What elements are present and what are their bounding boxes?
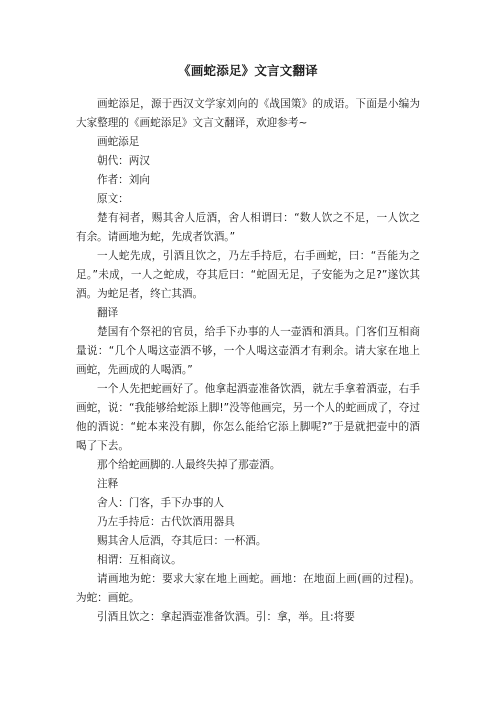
note-item: 请画地为蛇：要求大家在地上画蛇。画地：在地面上画(画的过程)。为蛇：画蛇。 xyxy=(76,573,420,604)
translation-paragraph-2: 一个人先把蛇画好了。他拿起酒壶准备饮酒，就左手拿着酒壶，右手画蛇，说：“我能够给蛇添上脚!”没等他画完，另一个人的蛇画成了，夺过他的酒说：“蛇本来没有脚，你怎么能给它添上脚呢?”于是就把壶中的酒喝了下去。 xyxy=(76,383,420,452)
note-item: 乃左手持卮：古代饮酒用器具 xyxy=(97,516,235,528)
translation-heading: 翻译 xyxy=(97,307,119,319)
text-title-line: 画蛇添足 xyxy=(97,136,140,148)
original-paragraph-1: 楚有祠者，赐其舍人卮酒，舍人相谓曰：“数人饮之不足，一人饮之有余。请画地为蛇，先成者饮酒。” xyxy=(76,212,420,243)
note-item: 引酒且饮之：拿起酒壶准备饮酒。引：拿，举。且:将要 xyxy=(97,611,355,623)
original-paragraph-2: 一人蛇先成，引酒且饮之，乃左手持卮，右手画蛇，曰：“吾能为之足。”未成，一人之蛇成，夺其卮曰：“蛇固无足，子安能为之足?”遂饮其酒。为蛇足者，终亡其酒。 xyxy=(76,250,420,300)
original-heading: 原文： xyxy=(97,193,129,205)
document-title: 《画蛇添足》文言文翻译 xyxy=(178,63,318,78)
document-body xyxy=(76,95,420,627)
translation-paragraph-3: 那个给蛇画脚的.人最终失掉了那壶酒。 xyxy=(97,459,281,471)
intro-paragraph: 画蛇添足，源于西汉文学家刘向的《战国策》的成语。下面是小编为大家整理的《画蛇添足》文言文翻译，欢迎参考~ xyxy=(76,98,420,129)
note-item: 舍人：门客，手下办事的人 xyxy=(97,497,225,509)
notes-heading: 注释 xyxy=(97,478,119,490)
dynasty-line: 朝代：两汉 xyxy=(97,155,150,167)
translation-paragraph-1: 楚国有个祭祀的官员，给手下办事的人一壶酒和酒具。门客们互相商量说：“几个人喝这壶酒不够，一个人喝这壶酒才有剩余。请大家在地上画蛇，先画成的人喝酒。” xyxy=(76,326,420,376)
note-item: 赐其舍人卮酒，夺其卮曰：一杯酒。 xyxy=(97,535,267,547)
note-item: 相谓：互相商议。 xyxy=(97,554,182,566)
author-line: 作者：刘向 xyxy=(97,174,150,186)
